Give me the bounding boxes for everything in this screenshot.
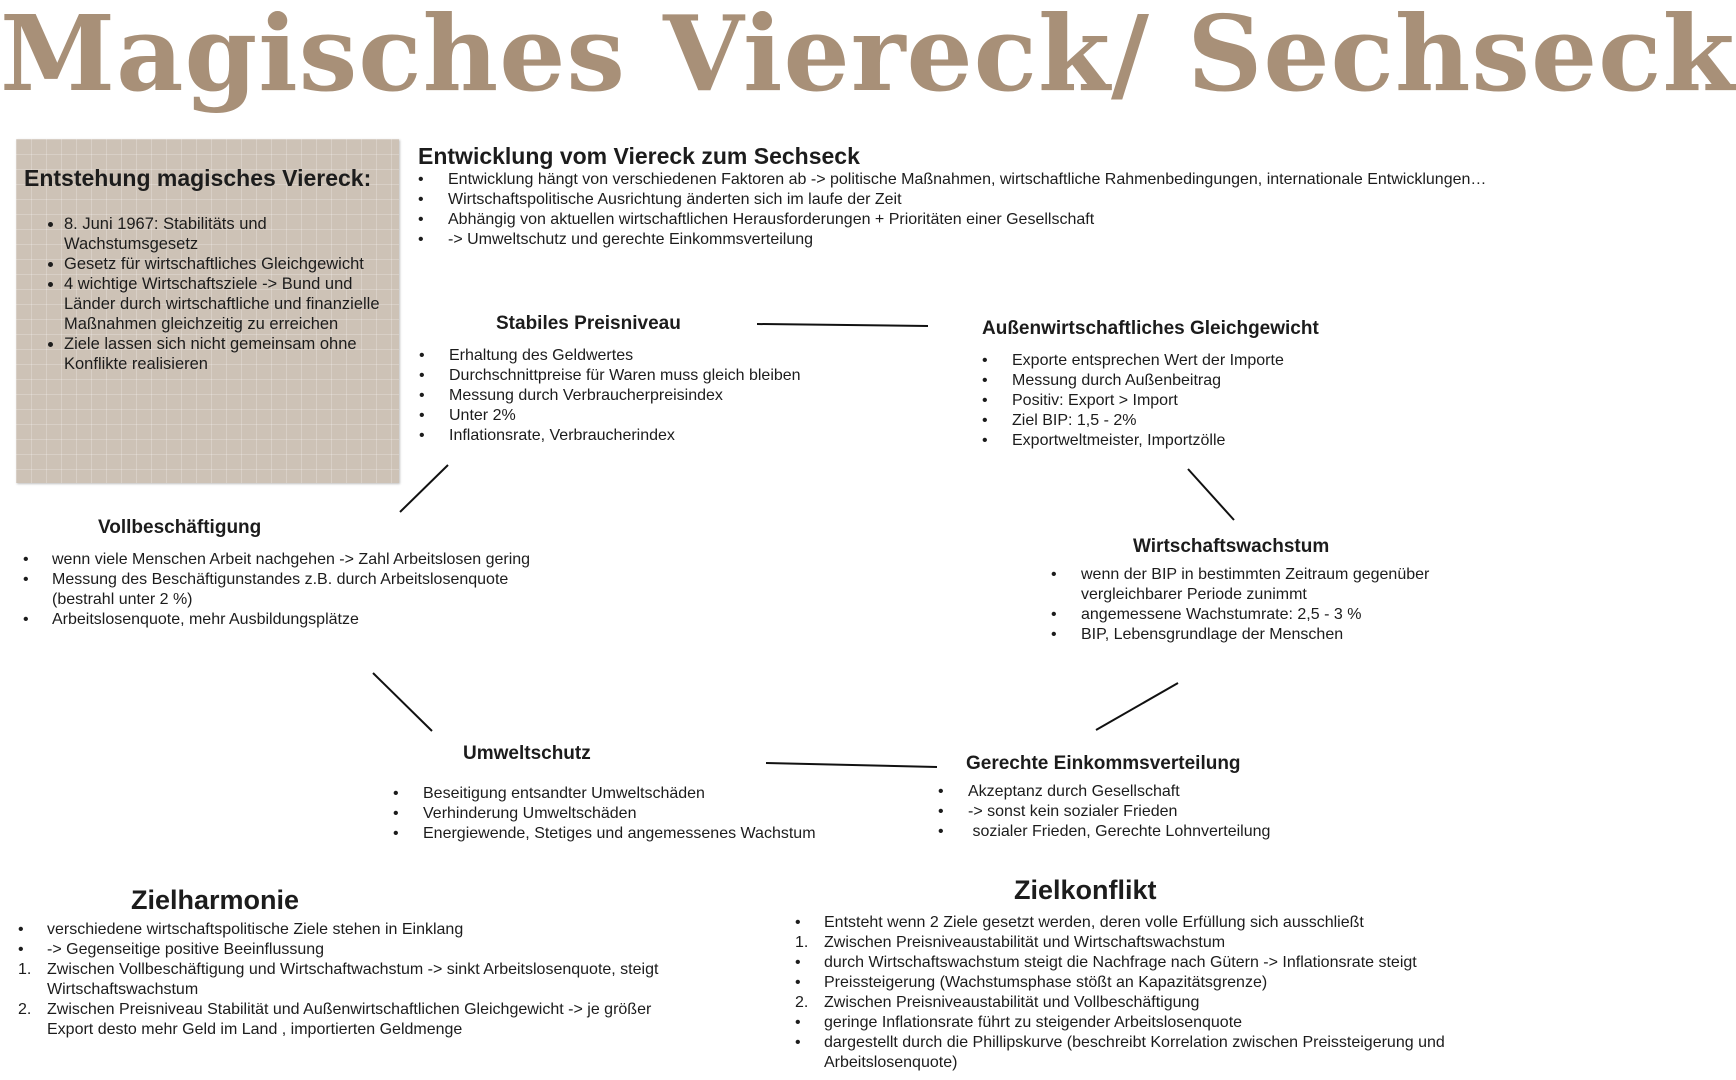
list-text: durch Wirtschaftswachstum steigt die Nachfrage nach Gütern -> Inflationsrate steigt [824, 954, 1417, 971]
list-item: • Exportweltmeister, Importzölle [982, 431, 1402, 451]
aussenwirtschaft-list [982, 351, 1402, 451]
list-item [18, 940, 698, 960]
entwicklung-section [418, 143, 1508, 250]
list-item: • Abhängig von aktuellen wirtschaftlichen Herausforderungen + Prioritäten einer Gesellschaft [418, 210, 1508, 230]
list-item [795, 933, 1515, 953]
list-item: • Inflationsrate, Verbraucherindex [419, 426, 899, 446]
entstehung-list [16, 214, 399, 374]
list-item: • Entwicklung hängt von verschiedenen Faktoren ab -> politische Maßnahmen, wirtschaftliche Rahmenbedingungen, internationale Entwicklungen… [418, 170, 1508, 190]
wachstum-heading: Wirtschaftswachstum [1133, 536, 1330, 557]
connector-line [373, 673, 432, 731]
list-item: • Durchschnittpreise für Waren muss gleich bleiben [419, 366, 899, 386]
einkommen-heading: Gerechte Einkommsverteilung [966, 753, 1241, 774]
list-item: • sozialer Frieden, Gerechte Lohnverteilung [938, 822, 1358, 842]
zielharmonie-heading: Zielharmonie [131, 885, 300, 915]
list-item: • Gesetz für wirtschaftliches Gleichgewicht [64, 254, 399, 274]
list-marker: • [795, 954, 801, 971]
list-item: • wenn viele Menschen Arbeit nachgehen -> Zahl Arbeitslosen gering [23, 550, 563, 570]
list-text: dargestellt durch die Phillipskurve (beschreibt Korrelation zwischen Preissteigerung und Arbeitslosenquote) [824, 1034, 1445, 1071]
page-title: Magisches Viereck/ Sechseck [0, 0, 1736, 115]
list-marker: • [795, 1014, 801, 1031]
preisniveau-heading: Stabiles Preisniveau [496, 313, 681, 334]
list-text: Zwischen Preisniveaustabilität und Vollbeschäftigung [824, 994, 1200, 1011]
list-text: Zwischen Preisniveau Stabilität und Außenwirtschaftlichen Gleichgewicht -> je größer Export desto mehr Geld im Land , importierten Geldmenge [47, 1001, 652, 1038]
list-text: Zwischen Vollbeschäftigung und Wirtschaftwachstum -> sinkt Arbeitslosenquote, steigt Wirtschaftswachstum [47, 961, 659, 998]
connector-line [1096, 683, 1178, 730]
list-marker: 2. [18, 1001, 32, 1018]
list-item [795, 953, 1515, 973]
connector-line [757, 324, 928, 326]
list-item [795, 973, 1515, 993]
list-marker: • [795, 1034, 801, 1051]
list-item: • Messung durch Außenbeitrag [982, 371, 1402, 391]
connector-line [1188, 469, 1234, 520]
list-item: • 8. Juni 1967: Stabilitäts und Wachstumsgesetz [64, 214, 399, 254]
vollbeschaeftigung-heading: Vollbeschäftigung [98, 517, 262, 538]
entstehung-box [16, 139, 399, 483]
entwicklung-list [418, 170, 1508, 250]
connector-line [400, 465, 448, 512]
wachstum-list [1051, 565, 1496, 645]
list-item [795, 1033, 1515, 1073]
entwicklung-heading: Entwicklung vom Viereck zum Sechseck [418, 143, 860, 169]
list-item: • -> Umweltschutz und gerechte Einkommsverteilung [418, 230, 1508, 250]
list-item: • Akzeptanz durch Gesellschaft [938, 782, 1358, 802]
list-item [795, 993, 1515, 1013]
list-item: • Messung durch Verbraucherpreisindex [419, 386, 899, 406]
list-item: • 4 wichtige Wirtschaftsziele -> Bund und Länder durch wirtschaftliche und finanzielle Maßnahmen gleichzeitig zu erreichen [64, 274, 399, 334]
list-text: -> Gegenseitige positive Beeinflussung [47, 941, 325, 958]
list-item: • BIP, Lebensgrundlage der Menschen [1051, 625, 1496, 645]
list-marker: • [18, 921, 24, 938]
zielharmonie-list [18, 920, 698, 1040]
list-marker: 1. [18, 961, 32, 978]
zielkonflikt-heading: Zielkonflikt [1014, 875, 1157, 905]
list-item: • Erhaltung des Geldwertes [419, 346, 899, 366]
entstehung-heading: Entstehung magisches Viereck: [24, 165, 372, 191]
list-item [18, 920, 698, 940]
list-item: • Exporte entsprechen Wert der Importe [982, 351, 1402, 371]
list-marker: • [795, 914, 801, 931]
umweltschutz-heading: Umweltschutz [463, 743, 591, 764]
list-item: • angemessene Wachstumrate: 2,5 - 3 % [1051, 605, 1496, 625]
list-text: geringe Inflationsrate führt zu steigender Arbeitslosenquote [824, 1014, 1243, 1031]
list-marker: 1. [795, 934, 809, 951]
list-item: • Beseitigung entsandter Umweltschäden [393, 784, 893, 804]
list-item: • Positiv: Export > Import [982, 391, 1402, 411]
list-item [18, 960, 698, 1000]
list-text: Preissteigerung (Wachstumsphase stößt an Kapazitätsgrenze) [824, 974, 1268, 991]
list-item: • wenn der BIP in bestimmten Zeitraum gegenüber vergleichbarer Periode zunimmt [1051, 565, 1496, 605]
connector-line [766, 763, 937, 767]
list-marker: 2. [795, 994, 809, 1011]
list-item: • Unter 2% [419, 406, 899, 426]
list-item [18, 1000, 698, 1040]
list-item: • Verhinderung Umweltschäden [393, 804, 893, 824]
list-item: • -> sonst kein sozialer Frieden [938, 802, 1358, 822]
list-text: Entsteht wenn 2 Ziele gesetzt werden, deren volle Erfüllung sich ausschließt [824, 914, 1364, 931]
list-text: verschiedene wirtschaftspolitische Ziele stehen in Einklang [47, 921, 464, 938]
einkommen-list [938, 782, 1358, 842]
list-item: • Ziele lassen sich nicht gemeinsam ohne Konflikte realisieren [64, 334, 399, 374]
list-item: • Arbeitslosenquote, mehr Ausbildungsplätze [23, 610, 563, 630]
vollbeschaeftigung-list [23, 550, 563, 630]
list-item: • Energiewende, Stetiges und angemessenes Wachstum [393, 824, 893, 844]
list-marker: • [18, 941, 24, 958]
zielkonflikt-list [795, 913, 1515, 1073]
list-item: • Ziel BIP: 1,5 - 2% [982, 411, 1402, 431]
list-item: • Messung des Beschäftigunstandes z.B. durch Arbeitslosenquote (bestrahl unter 2 %) [23, 570, 563, 610]
umweltschutz-list [393, 784, 893, 844]
list-item [795, 1013, 1515, 1033]
list-text: Zwischen Preisniveaustabilität und Wirtschaftswachstum [824, 934, 1226, 951]
list-item [795, 913, 1515, 933]
preisniveau-list [419, 346, 899, 446]
list-marker: • [795, 974, 801, 991]
list-item: • Wirtschaftspolitische Ausrichtung änderten sich im laufe der Zeit [418, 190, 1508, 210]
aussenwirtschaft-heading: Außenwirtschaftliches Gleichgewicht [982, 318, 1319, 339]
